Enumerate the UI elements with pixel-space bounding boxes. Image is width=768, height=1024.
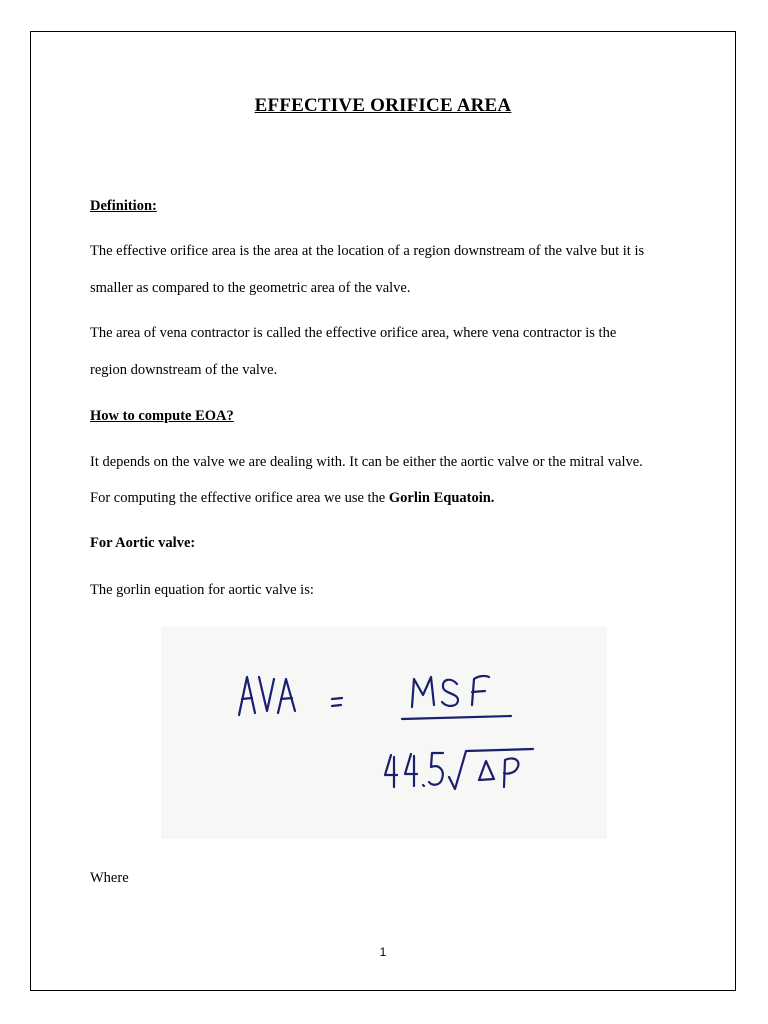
document-page [30, 31, 736, 991]
document-title: EFFECTIVE ORIFICE AREA [254, 95, 512, 116]
definition-paragraph-1-line-1: The effective orifice area is the area at the location of a region downstream of the valve but it is [90, 243, 645, 259]
definition-paragraph-1-line-2: smaller as compared to the geometric area of the valve. [90, 280, 411, 296]
compute-paragraph-text: For computing the effective orifice area we use the [90, 490, 389, 506]
gorlin-equation-drawing [161, 627, 607, 839]
aortic-equation-intro: The gorlin equation for aortic valve is: [90, 582, 314, 598]
compute-heading: How to compute EOA? [90, 408, 234, 424]
gorlin-equation-name: Gorlin Equatoin. [388, 490, 495, 506]
compute-paragraph-line-1: It depends on the valve we are dealing with. It can be either the aortic valve or the mitral valve. [90, 454, 643, 470]
compute-paragraph-line-2 [90, 490, 494, 507]
where-label: Where [90, 870, 129, 886]
aortic-valve-heading: For Aortic valve: [90, 535, 196, 551]
definition-paragraph-2-line-1: The area of vena contractor is called the effective orifice area, where vena contractor is the [90, 325, 617, 341]
handwritten-equation-image [161, 627, 607, 839]
definition-heading: Definition: [90, 198, 157, 214]
page-number: 1 [379, 945, 387, 959]
definition-paragraph-2-line-2: region downstream of the valve. [90, 362, 278, 378]
